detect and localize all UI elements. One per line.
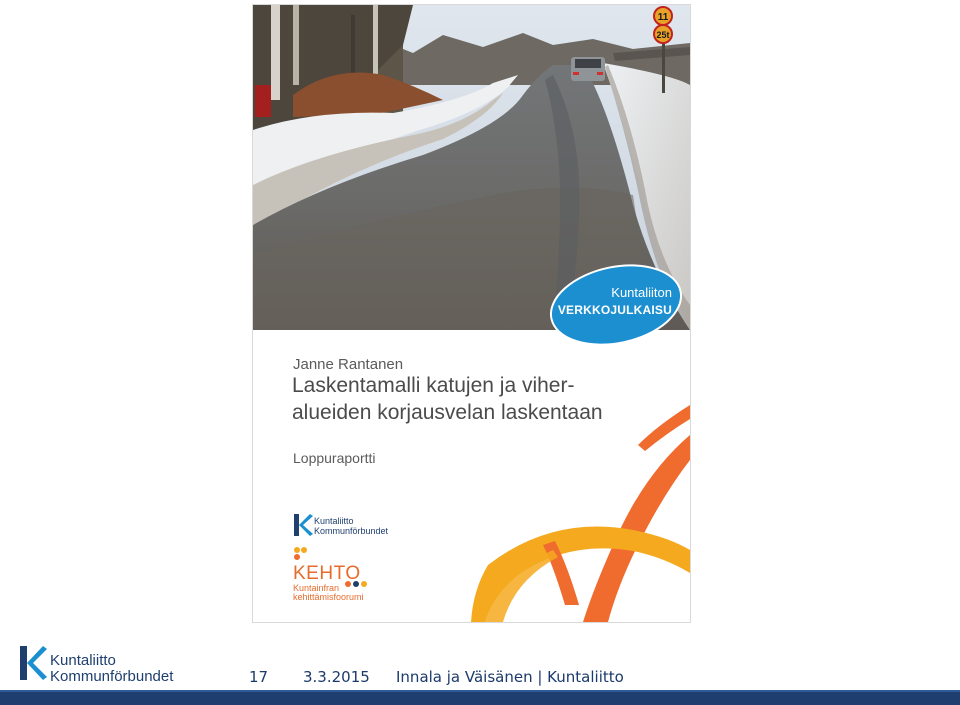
- slide-date: 3.3.2015: [303, 668, 370, 686]
- footer-bar: [0, 690, 960, 705]
- footer-logo-line-2: Kommunförbundet: [50, 668, 174, 685]
- kehto-name: KEHTO: [293, 563, 361, 584]
- badge-line-2: VERKKOJULKAISU: [557, 303, 672, 317]
- road-sign-text: 25t: [656, 30, 670, 40]
- footer-kuntaliitto-logo: [18, 643, 183, 685]
- kuntaliitto-k-icon: [18, 643, 48, 683]
- kuntaliitto-logo-line-2: Kommunförbundet: [314, 526, 389, 536]
- cover-subtitle: Loppuraportti: [293, 450, 376, 466]
- kuntaliitto-logo-small: [293, 512, 413, 538]
- cover-title: [292, 372, 652, 426]
- web-publication-badge: [546, 263, 686, 347]
- footer-bar-accent: [0, 690, 960, 692]
- footer-logo-line-1: Kuntaliitto: [50, 652, 116, 669]
- report-cover: [253, 5, 690, 622]
- kehto-logo: [293, 546, 413, 606]
- kuntaliitto-k-icon: [293, 512, 313, 538]
- cover-title-line-1: Laskentamalli katujen ja viher-: [292, 374, 575, 397]
- road-sign-text: 11: [657, 12, 669, 23]
- kehto-line-2: kehittämisfoorumi: [293, 592, 364, 602]
- slide-number: 17: [249, 668, 269, 686]
- cover-author: Janne Rantanen: [293, 356, 404, 373]
- badge-line-1: Kuntaliiton: [611, 285, 672, 300]
- slide-credit: Innala ja Väisänen | Kuntaliitto: [396, 668, 624, 686]
- kuntaliitto-logo-line-1: Kuntaliitto: [314, 516, 354, 526]
- cover-title-line-2: alueiden korjausvelan laskentaan: [292, 401, 603, 424]
- kehto-line-1: Kuntainfran: [293, 583, 340, 593]
